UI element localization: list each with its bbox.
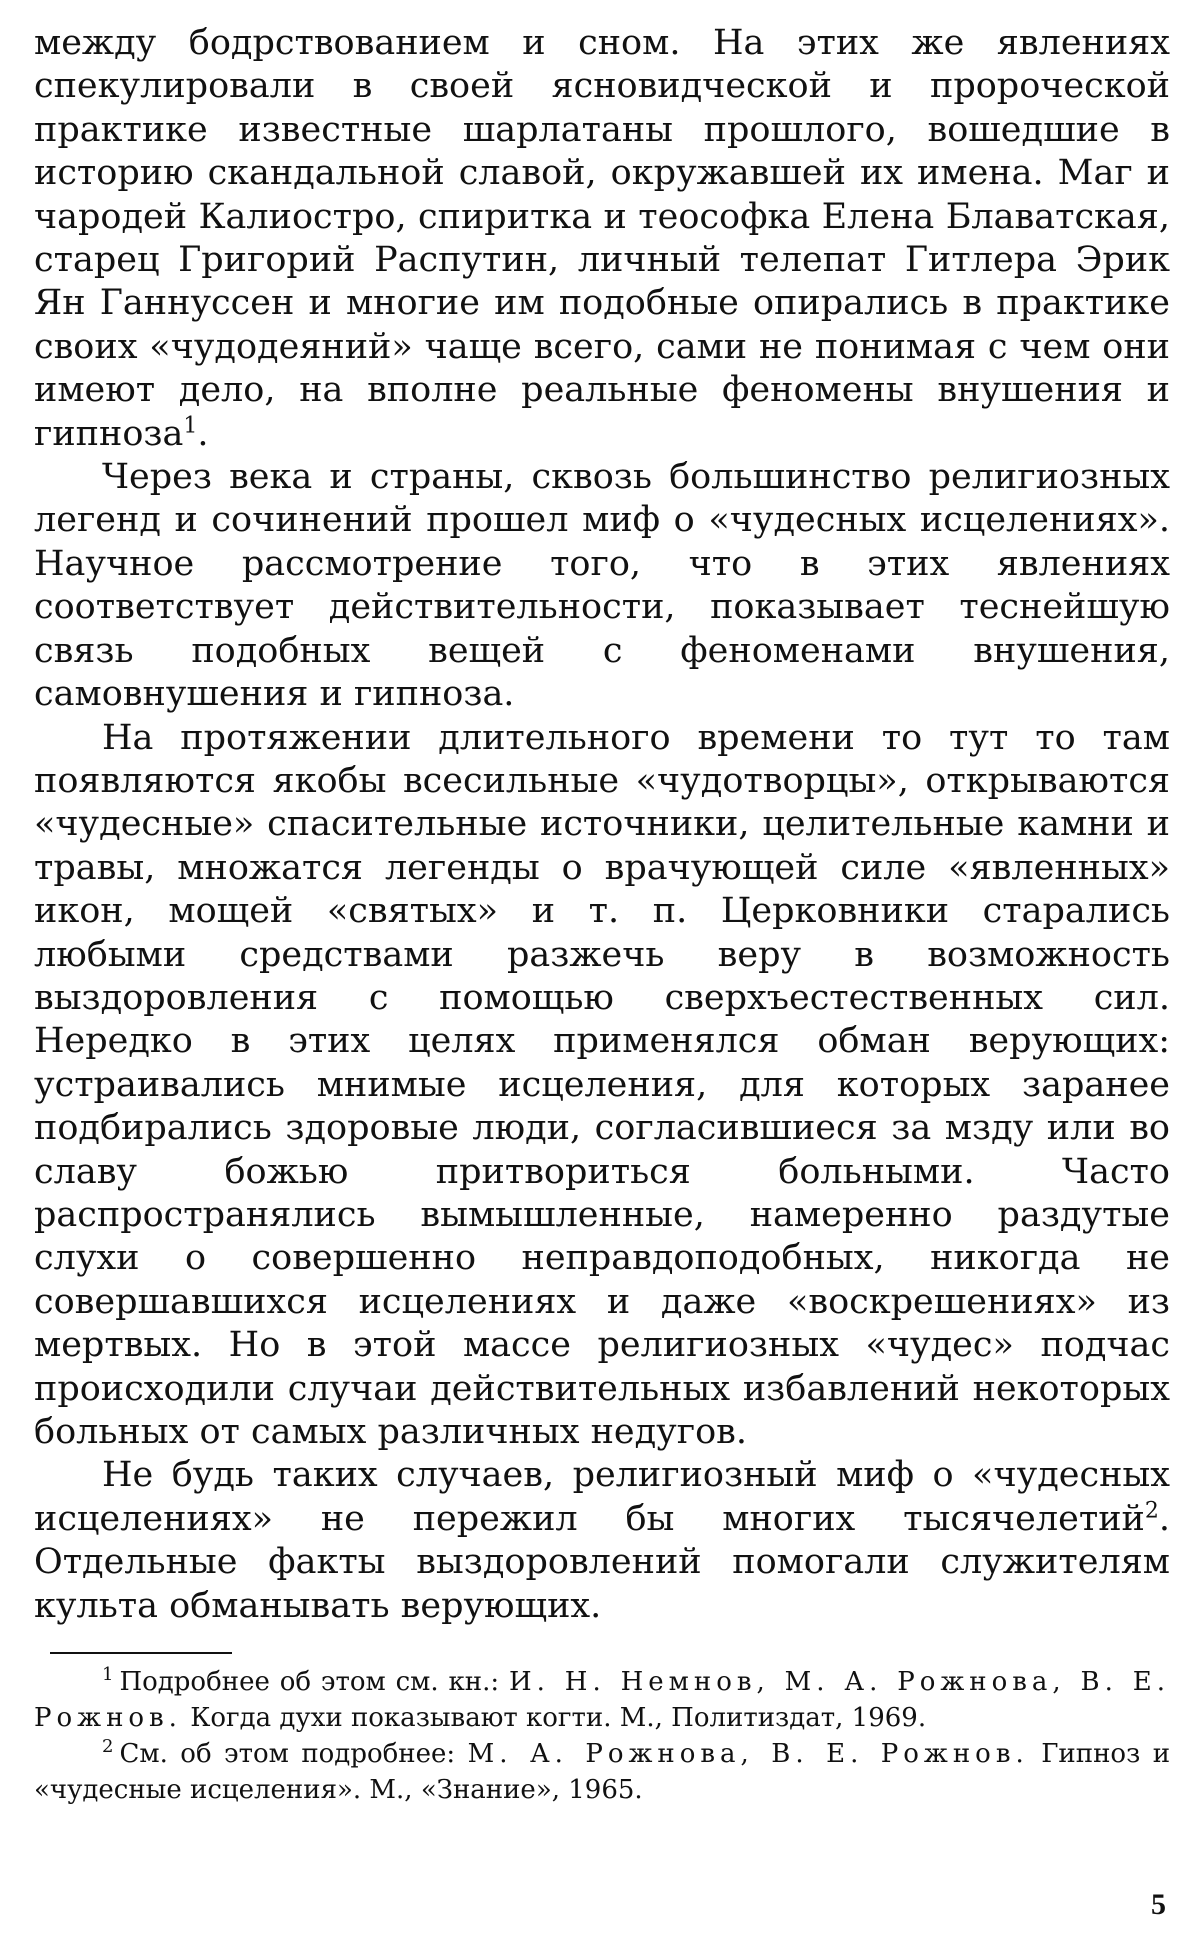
footnote-divider xyxy=(50,1652,232,1654)
paragraph-2 xyxy=(34,456,1170,716)
paragraph-3 xyxy=(34,717,1170,1455)
paragraph-1-tail: . xyxy=(197,413,209,454)
footnote-1-lead: Подробнее об этом см. кн.: xyxy=(119,1667,500,1697)
footnote-2-authors: М. А. Рожнова, В. Е. Рожнов. xyxy=(467,1739,1029,1769)
footnote-2-rest: Гипноз и «чудесные исцеления». М., «Знание», 1965. xyxy=(34,1739,1171,1805)
paragraph-4-tail: . Отдельные факты выздоровлений помогали служителям культа обманывать верующих. xyxy=(34,1498,1170,1626)
paragraph-2-text: Через века и страны, сквозь большинство религиозных легенд и сочинений прошел миф о «чудесных исцелениях». Научное рассмотрение того, что в этих явлениях соответствует действительности, показывает теснейшую связь подобных вещей с феноменами внушения, самовнушения и гипноза. xyxy=(34,457,1170,715)
paragraph-4-text: Не будь таких случаев, религиозный миф о «чудесных исцелениях» не пережил бы многих тысячелетий xyxy=(34,1455,1170,1539)
paragraph-3-text: На протяжении длительного времени то тут то там появляются якобы всесильные «чудотворцы», открываются «чудесные» спасительные источники, целительные камни и травы, множатся легенды о врачующей силе «явленных» икон, мощей «святых» и т. п. Церковники старались любыми средствами разжечь веру в возможность выздоровления с помощью сверхъестественных сил. Нередко в этих целях применялся обман верующих: устраивались мнимые исцеления, для которых заранее подбирались здоровые люди, согласившиеся за мзду или во славу божью притвориться больными. Часто распространялись вымышленные, намеренно раздутые слухи о совершенно неправдоподобных, никогда не совершавшихся исцелениях и даже «воскрешениях» из мертвых. Но в этой массе религиозных «чудес» подчас происходили случаи действительных избавлений некоторых больных от самых различных недугов. xyxy=(34,717,1170,1452)
footnote-ref-2: 2 xyxy=(1144,1498,1159,1524)
footnote-1-number: 1 xyxy=(102,1664,114,1686)
paragraph-1-text: между бодрствованием и сном. На этих же явлениях спекулировали в своей ясновидческой и пророческой практике известные шарлатаны прошлого, вошедшие в историю скандальной славой, окружавшей их имена. Маг и чародей Калиостро, спиритка и теософка Елена Блаватская, старец Григорий Распутин, личный телепат Гитлера Эрик Ян Ганнуссен и многие им подобные опирались в практике своих «чудодеяний» чаще всего, сами не понимая с чем они имеют дело, на вполне реальные феномены внушения и гипноза xyxy=(34,23,1170,454)
footnote-2-number: 2 xyxy=(102,1736,114,1758)
footnotes xyxy=(34,1664,1170,1808)
page-body xyxy=(34,22,1170,1628)
footnote-1 xyxy=(34,1664,1170,1736)
footnote-1-authors: И. Н. Немнов, М. А. Рожнова, В. Е. Рожнов. xyxy=(34,1667,1171,1733)
paragraph-1 xyxy=(34,22,1170,456)
footnote-2-lead: См. об этом подробнее: xyxy=(119,1739,456,1769)
page-number: 5 xyxy=(1151,1888,1166,1921)
paragraph-4 xyxy=(34,1454,1170,1628)
main-text xyxy=(34,22,1170,1628)
footnote-1-rest: Когда духи показывают когти. М., Политиздат, 1969. xyxy=(190,1703,927,1733)
footnote-ref-1: 1 xyxy=(183,413,198,438)
footnote-2 xyxy=(34,1736,1170,1808)
